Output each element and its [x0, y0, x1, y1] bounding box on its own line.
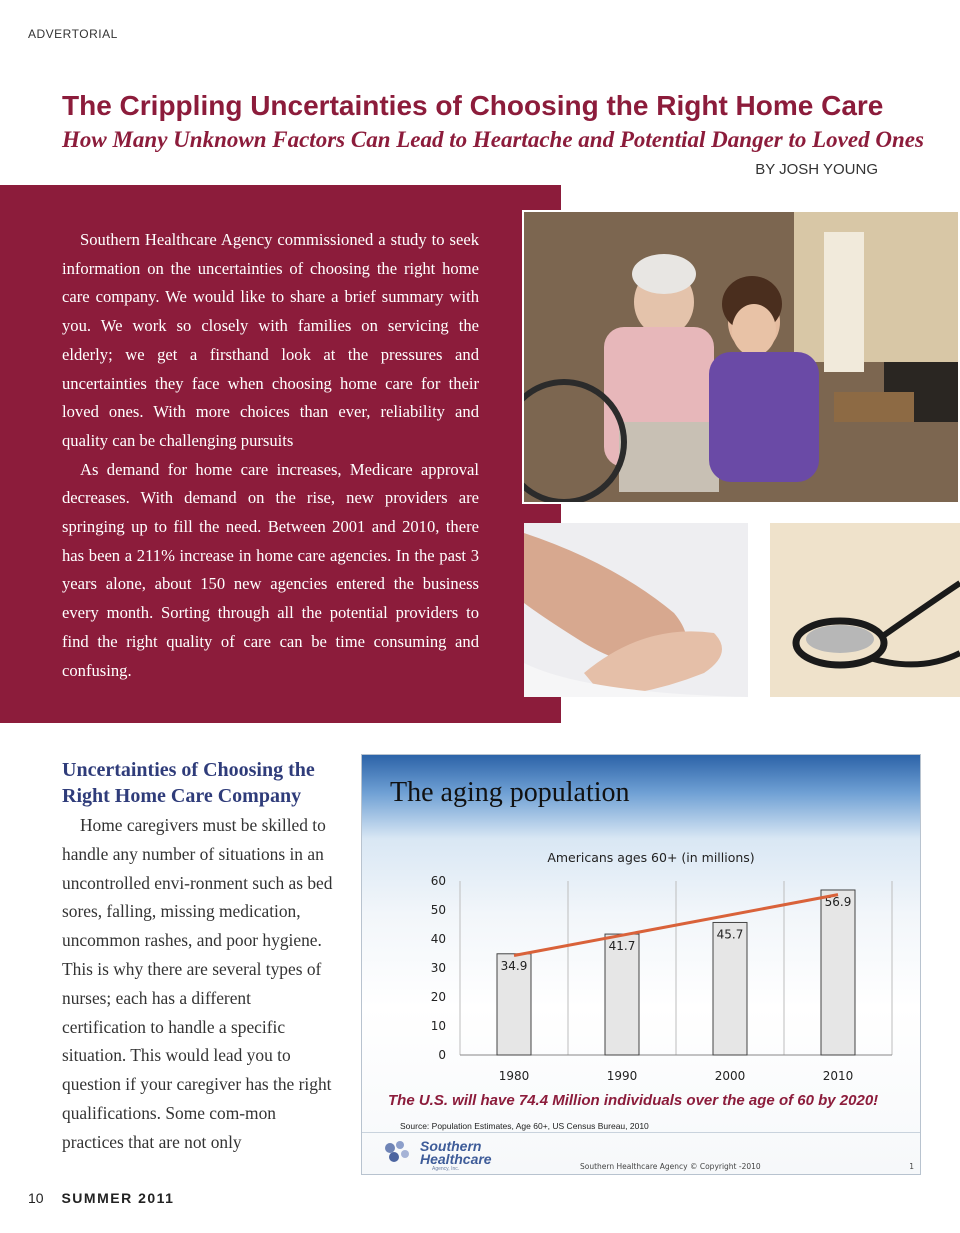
logo-subtext: Agency, Inc.: [432, 1166, 460, 1172]
section-body: [62, 811, 334, 1157]
y-tick-label: 0: [438, 1048, 446, 1062]
page-footer: [28, 1190, 174, 1206]
issue-label: SUMMER 2011: [61, 1190, 175, 1206]
intro-paragraph: Southern Healthcare Agency commissioned a study to seek information on the uncertainties of choosing the right home care company. We would like to share a brief summary with you. We work so closely with families on servicing the elderly; we get a firsthand look at the pressures and uncertainties they face when choosing home care for their loved ones. With more choices than ever, reliability and quality can be challenging pursuits: [62, 230, 479, 450]
hands-photo: [524, 523, 748, 697]
y-tick-label: 20: [430, 990, 446, 1004]
slide-title: The aging population: [390, 777, 630, 808]
body-paragraph: Home caregivers must be skilled to handle any number of situations in an uncontrolled envi-ronment such as bed sores, falling, missing medication, uncommon rashes, and poor hygiene. This is why there are several types of nurses; each has a different certification to handle a specific situation. This would lead you to question if your caregiver has the right qualifications. Some com-mon practices that are not only: [62, 815, 333, 1152]
y-tick-label: 40: [430, 932, 446, 946]
bar: [821, 890, 855, 1055]
bar-value-label: 45.7: [716, 927, 744, 942]
stethoscope-photo: [770, 523, 960, 697]
article-title: The Crippling Uncertainties of Choosing the Right Home Care: [62, 90, 884, 121]
company-logo: [380, 1138, 490, 1170]
intro-text: [62, 226, 479, 685]
logo-text: [420, 1140, 492, 1166]
article-subtitle: How Many Unknown Factors Can Lead to Heartache and Potential Danger to Loved Ones: [62, 127, 924, 152]
x-tick-label: 2000: [714, 1069, 746, 1083]
logo-mark-icon: [380, 1138, 416, 1168]
intro-paragraph: As demand for home care increases, Medicare approval decreases. With demand on the rise, new providers are springing up to fill the need. Between 2001 and 2010, there has been a 211% increase in home care agencies. In the past 3 years alone, about 150 new agencies entered the business every month. Sorting through all the potential providers to find the right quality of care can be time consuming and confusing.: [62, 459, 479, 680]
bar-chart: [362, 755, 921, 1095]
bar-value-label: 56.9: [824, 894, 852, 909]
chart-title: Americans ages 60+ (in millions): [547, 850, 755, 865]
bar: [713, 922, 747, 1055]
byline: BY JOSH YOUNG: [755, 161, 878, 178]
section-heading: Uncertainties of Choosing the Right Home Care Company: [62, 759, 315, 807]
y-tick-label: 30: [430, 961, 446, 975]
y-tick-label: 50: [430, 903, 446, 917]
y-tick-label: 60: [430, 874, 446, 888]
page-number: 10: [28, 1190, 44, 1206]
logo-line-1: Southern: [420, 1138, 482, 1154]
caregiver-photo: [522, 210, 960, 504]
bar-value-label: 41.7: [608, 939, 636, 954]
aging-population-slide: [361, 754, 921, 1175]
section-label: ADVERTORIAL: [28, 27, 118, 41]
logo-line-2: Healthcare: [420, 1151, 492, 1167]
x-tick-label: 2010: [822, 1069, 854, 1083]
chart-source: Source: Population Estimates, Age 60+, US Census Bureau, 2010: [400, 1121, 649, 1131]
x-tick-label: 1990: [606, 1069, 638, 1083]
slide-number: 1: [909, 1162, 914, 1171]
chart-note: The U.S. will have 74.4 Million individuals over the age of 60 by 2020!: [388, 1092, 879, 1109]
slide-copyright: Southern Healthcare Agency © Copyright -2010: [580, 1162, 761, 1171]
bar-value-label: 34.9: [500, 958, 528, 973]
y-tick-label: 10: [430, 1019, 446, 1033]
x-tick-label: 1980: [498, 1069, 530, 1083]
